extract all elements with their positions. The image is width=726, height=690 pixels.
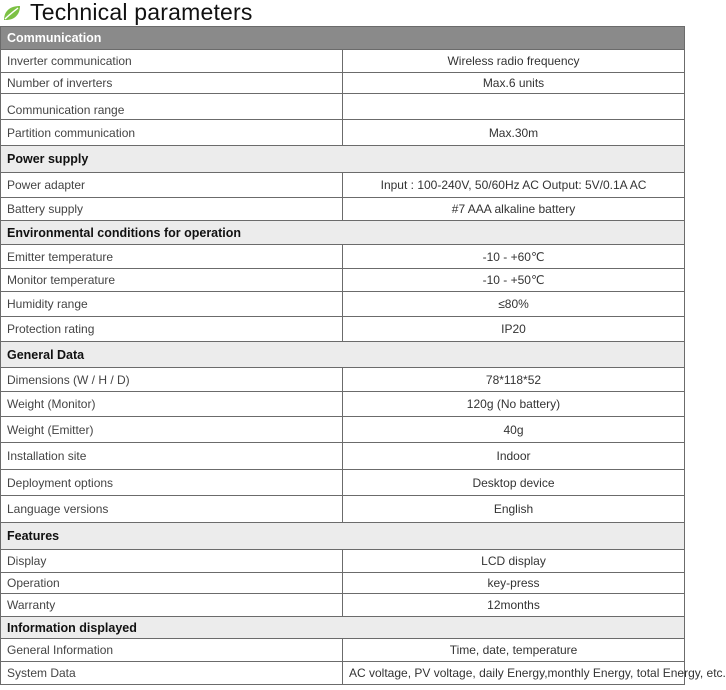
row-value: Max.30m (343, 120, 685, 146)
row-value: English (343, 496, 685, 523)
table-row (1, 50, 685, 73)
table-row (1, 173, 685, 198)
section-title: General Data (1, 342, 685, 368)
row-value: Time, date, temperature (343, 639, 685, 662)
section-title: Information displayed (1, 617, 685, 639)
table-row (1, 443, 685, 470)
row-value: -10 - +50℃ (343, 269, 685, 292)
row-value: LCD display (343, 550, 685, 573)
table-row (1, 317, 685, 342)
row-value: Indoor (343, 443, 685, 470)
row-label: Number of inverters (1, 73, 343, 94)
title-bar (0, 0, 685, 26)
table-row (1, 292, 685, 317)
row-label: Communication range (1, 94, 343, 120)
section-title: Power supply (1, 146, 685, 173)
table-row (1, 550, 685, 573)
section-title: Features (1, 523, 685, 550)
row-label: Installation site (1, 443, 343, 470)
table-row (1, 245, 685, 269)
row-label: Warranty (1, 594, 343, 617)
table-row (1, 94, 685, 120)
section-header-features (1, 523, 685, 550)
leaf-icon (2, 4, 22, 22)
row-value: 12months (343, 594, 685, 617)
row-value: -10 - +60℃ (343, 245, 685, 269)
table-row (1, 573, 685, 594)
table-row (1, 594, 685, 617)
table-row (1, 73, 685, 94)
spec-table (0, 26, 726, 685)
row-label: Protection rating (1, 317, 343, 342)
row-label: Power adapter (1, 173, 343, 198)
row-label: Deployment options (1, 470, 343, 496)
section-header-information-displayed (1, 617, 685, 639)
table-row (1, 417, 685, 443)
row-value: 78*118*52 (343, 368, 685, 392)
table-row (1, 470, 685, 496)
section-header-environmental (1, 221, 685, 245)
section-title: Communication (1, 27, 685, 50)
row-label: Partition communication (1, 120, 343, 146)
row-label: Inverter communication (1, 50, 343, 73)
table-row (1, 392, 685, 417)
row-value: ≤80% (343, 292, 685, 317)
row-label: Dimensions (W / H / D) (1, 368, 343, 392)
section-header-power-supply (1, 146, 685, 173)
row-label: Weight (Monitor) (1, 392, 343, 417)
row-value: 120g (No battery) (343, 392, 685, 417)
section-header-general-data (1, 342, 685, 368)
row-value (343, 94, 685, 120)
row-label: General Information (1, 639, 343, 662)
row-label: Weight (Emitter) (1, 417, 343, 443)
row-label: Operation (1, 573, 343, 594)
row-value: 40g (343, 417, 685, 443)
table-row (1, 269, 685, 292)
row-label: Language versions (1, 496, 343, 523)
page-title: Technical parameters (30, 0, 253, 25)
table-row (1, 368, 685, 392)
table-row (1, 120, 685, 146)
row-value: Wireless radio frequency (343, 50, 685, 73)
row-value: AC voltage, PV voltage, daily Energy,monthly Energy, total Energy, etc. (343, 662, 685, 685)
row-value: #7 AAA alkaline battery (343, 198, 685, 221)
row-value: key-press (343, 573, 685, 594)
table-row (1, 198, 685, 221)
table-row (1, 639, 685, 662)
row-value: Input : 100-240V, 50/60Hz AC Output: 5V/0.1A AC (343, 173, 685, 198)
row-label: System Data (1, 662, 343, 685)
row-value: Max.6 units (343, 73, 685, 94)
section-header-communication (1, 27, 685, 50)
row-label: Battery supply (1, 198, 343, 221)
table-row (1, 662, 685, 685)
section-title: Environmental conditions for operation (1, 221, 685, 245)
table-row (1, 496, 685, 523)
row-value: IP20 (343, 317, 685, 342)
row-value: Desktop device (343, 470, 685, 496)
row-label: Emitter temperature (1, 245, 343, 269)
row-label: Humidity range (1, 292, 343, 317)
row-label: Display (1, 550, 343, 573)
row-label: Monitor temperature (1, 269, 343, 292)
